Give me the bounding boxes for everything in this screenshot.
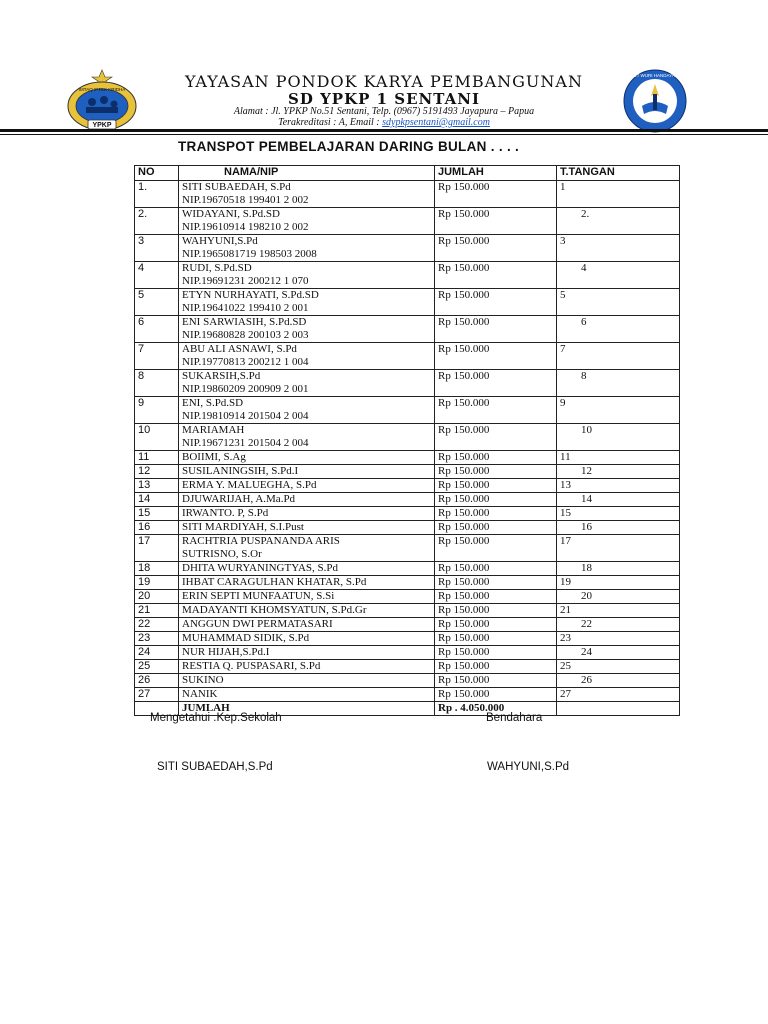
row-name: WIDAYANI, S.Pd.SD: [182, 208, 280, 220]
treasurer-name: WAHYUNI,S.Pd: [487, 761, 570, 773]
row-amount: Rp 150.000: [435, 674, 557, 688]
table-row: [135, 465, 680, 479]
row-name-cell: [179, 674, 435, 688]
row-name: RACHTRIA PUSPANANDA ARIS: [182, 535, 340, 547]
row-amount: Rp 150.000: [435, 507, 557, 521]
table-row: [135, 535, 680, 562]
row-signature[interactable]: 14: [557, 493, 680, 507]
header-signature: T.TANGAN: [557, 166, 680, 181]
table-row: [135, 397, 680, 424]
row-name: MARIAMAH: [182, 424, 245, 436]
row-signature[interactable]: 3: [557, 235, 680, 262]
row-nip: NIP.19670518 199401 2 002: [182, 194, 309, 206]
table-row: [135, 479, 680, 493]
row-name-cell: [179, 632, 435, 646]
header-rule-thick: [0, 129, 768, 132]
row-nip: NIP.1965081719 198503 2008: [182, 248, 317, 260]
row-signature[interactable]: 10: [557, 424, 680, 451]
row-signature[interactable]: 20: [557, 590, 680, 604]
table-row: [135, 451, 680, 465]
row-amount: Rp 150.000: [435, 465, 557, 479]
table-row: [135, 632, 680, 646]
row-amount: Rp 150.000: [435, 397, 557, 424]
row-amount: Rp 150.000: [435, 479, 557, 493]
row-name: IHBAT CARAGULHAN KHATAR, S.Pd: [182, 576, 367, 588]
row-amount: Rp 150.000: [435, 316, 557, 343]
row-no: 27: [135, 688, 179, 702]
table-row: [135, 424, 680, 451]
table-row: [135, 521, 680, 535]
row-name-cell: [179, 576, 435, 590]
table-row: [135, 590, 680, 604]
row-amount: Rp 150.000: [435, 235, 557, 262]
table-row: [135, 235, 680, 262]
row-amount: Rp 150.000: [435, 521, 557, 535]
row-amount: Rp 150.000: [435, 262, 557, 289]
row-signature[interactable]: 21: [557, 604, 680, 618]
row-no: 18: [135, 562, 179, 576]
row-no: 15: [135, 507, 179, 521]
row-name: BOIIMI, S.Ag: [182, 451, 246, 463]
row-name-cell: [179, 424, 435, 451]
accreditation-text: Terakreditasi : A, Email :: [278, 117, 383, 128]
tut-wuri-logo-text: TUT WURI HANDAYANI: [630, 73, 680, 78]
row-name: DHITA WURYANINGTYAS, S.Pd: [182, 562, 338, 574]
row-name: ETYN NURHAYATI, S.Pd.SD: [182, 289, 319, 301]
row-no: 22: [135, 618, 179, 632]
row-amount: Rp 150.000: [435, 688, 557, 702]
header-amount: JUMLAH: [435, 166, 557, 181]
row-signature[interactable]: 4: [557, 262, 680, 289]
row-nip: NIP.19641022 199410 2 001: [182, 302, 309, 314]
row-amount: Rp 150.000: [435, 424, 557, 451]
row-amount: Rp 150.000: [435, 493, 557, 507]
tut-wuri-handayani-logo: [622, 68, 688, 134]
table-row: [135, 493, 680, 507]
row-signature[interactable]: 16: [557, 521, 680, 535]
table-row: [135, 674, 680, 688]
row-nip: NIP.19691231 200212 1 070: [182, 275, 309, 287]
row-amount: Rp 150.000: [435, 343, 557, 370]
row-amount: Rp 150.000: [435, 604, 557, 618]
row-signature[interactable]: 15: [557, 507, 680, 521]
table-row: [135, 576, 680, 590]
row-name-cell: [179, 181, 435, 208]
row-name-cell: [179, 493, 435, 507]
table-row: [135, 181, 680, 208]
row-no: 20: [135, 590, 179, 604]
document-title: TRANSPOT PEMBELAJARAN DARING BULAN . . . .: [178, 139, 520, 154]
header-no: NO: [135, 166, 179, 181]
row-name: SUKARSIH,S.Pd: [182, 370, 261, 382]
row-nip: NIP.19610914 198210 2 002: [182, 221, 309, 233]
row-signature[interactable]: 5: [557, 289, 680, 316]
row-signature[interactable]: 8: [557, 370, 680, 397]
row-no: 17: [135, 535, 179, 562]
row-name: SITI MARDIYAH, S.I.Pust: [182, 521, 304, 533]
row-no: 26: [135, 674, 179, 688]
ypkp-logo: [64, 68, 140, 132]
row-signature[interactable]: 18: [557, 562, 680, 576]
row-name-cell: [179, 535, 435, 562]
transport-table: [134, 165, 680, 716]
row-name-cell: [179, 465, 435, 479]
row-signature[interactable]: 6: [557, 316, 680, 343]
row-no: 12: [135, 465, 179, 479]
row-signature[interactable]: 13: [557, 479, 680, 493]
header-rule-thin: [0, 134, 768, 135]
approver-role: Mengetahui .Kep.Sekolah: [150, 712, 282, 724]
row-name: SITI SUBAEDAH, S.Pd: [182, 181, 291, 193]
row-name-cell: [179, 289, 435, 316]
row-signature[interactable]: 27: [557, 688, 680, 702]
row-name: ERIN SEPTI MUNFAATUN, S.Si: [182, 590, 335, 602]
row-signature[interactable]: 17: [557, 535, 680, 562]
row-name: SUKINO: [182, 674, 224, 686]
row-name-cell: [179, 688, 435, 702]
email-link[interactable]: sdypkpsentani@gmail.com: [382, 117, 490, 128]
row-no: 14: [135, 493, 179, 507]
row-no: 7: [135, 343, 179, 370]
row-name: MADAYANTI KHOMSYATUN, S.Pd.Gr: [182, 604, 367, 616]
row-no: 1.: [135, 181, 179, 208]
row-name-cell: [179, 521, 435, 535]
row-no: 24: [135, 646, 179, 660]
accreditation-line: [150, 117, 618, 128]
table-row: [135, 646, 680, 660]
row-name-cell: [179, 208, 435, 235]
row-signature[interactable]: 2.: [557, 208, 680, 235]
total-sig-cell: [557, 702, 680, 716]
table-row: [135, 688, 680, 702]
total-label: JUMLAH: [179, 702, 435, 716]
table-row: [135, 262, 680, 289]
table-row: [135, 562, 680, 576]
row-name: SUSILANINGSIH, S.Pd.I: [182, 465, 299, 477]
row-signature[interactable]: 25: [557, 660, 680, 674]
row-amount: Rp 150.000: [435, 590, 557, 604]
row-name: ERMA Y. MALUEGHA, S.Pd: [182, 479, 317, 491]
row-name-cell: [179, 370, 435, 397]
row-name: ENI SARWIASIH, S.Pd.SD: [182, 316, 307, 328]
row-amount: Rp 150.000: [435, 208, 557, 235]
table-row: [135, 604, 680, 618]
table-row: [135, 507, 680, 521]
table-row: [135, 618, 680, 632]
row-signature[interactable]: 22: [557, 618, 680, 632]
row-name-cell: [179, 262, 435, 289]
table-row: [135, 208, 680, 235]
row-no: 2.: [135, 208, 179, 235]
row-name: RESTIA Q. PUSPASARI, S.Pd: [182, 660, 321, 672]
row-amount: Rp 150.000: [435, 535, 557, 562]
table-row: [135, 289, 680, 316]
row-amount: Rp 150.000: [435, 576, 557, 590]
row-amount: Rp 150.000: [435, 562, 557, 576]
row-nip: NIP.19680828 200103 2 003: [182, 329, 309, 341]
row-signature[interactable]: 24: [557, 646, 680, 660]
row-name: WAHYUNI,S.Pd: [182, 235, 258, 247]
row-name-cell: [179, 479, 435, 493]
row-signature[interactable]: 23: [557, 632, 680, 646]
row-amount: Rp 150.000: [435, 632, 557, 646]
row-name-cell: [179, 562, 435, 576]
row-signature[interactable]: 9: [557, 397, 680, 424]
row-nip: NIP.19770813 200212 1 004: [182, 356, 309, 368]
row-no: 19: [135, 576, 179, 590]
table-header-row: [135, 166, 680, 181]
row-nip: NIP.19860209 200909 2 001: [182, 383, 309, 395]
row-name: RUDI, S.Pd.SD: [182, 262, 252, 274]
row-amount: Rp 150.000: [435, 618, 557, 632]
letterhead: [0, 60, 768, 138]
row-no: 13: [135, 479, 179, 493]
row-name-cell: [179, 507, 435, 521]
table-row: [135, 343, 680, 370]
row-name: NUR HIJAH,S.Pd.I: [182, 646, 270, 658]
row-amount: Rp 150.000: [435, 646, 557, 660]
row-name-cell: [179, 660, 435, 674]
school-address: Alamat : Jl. YPKP No.51 Sentani, Telp. (0967) 5191493 Jayapura – Papua: [233, 106, 535, 117]
row-amount: Rp 150.000: [435, 289, 557, 316]
row-no: 9: [135, 397, 179, 424]
row-no: 21: [135, 604, 179, 618]
row-no: 23: [135, 632, 179, 646]
row-no: 8: [135, 370, 179, 397]
total-amount: Rp . 4.050.000: [435, 702, 557, 716]
row-nip: NIP.19810914 201504 2 004: [182, 410, 309, 422]
row-signature[interactable]: 19: [557, 576, 680, 590]
row-amount: Rp 150.000: [435, 660, 557, 674]
row-signature[interactable]: 12: [557, 465, 680, 479]
row-name-cell: [179, 618, 435, 632]
ypkp-logo-arc: IMTAQ IPTEK KRIDHA: [78, 87, 126, 92]
row-name: ENI, S.Pd.SD: [182, 397, 244, 409]
row-amount: Rp 150.000: [435, 451, 557, 465]
table-row: [135, 316, 680, 343]
school-name: SD YPKP 1 SENTANI: [288, 90, 480, 108]
row-signature[interactable]: 11: [557, 451, 680, 465]
row-no: 16: [135, 521, 179, 535]
ypkp-logo-text: YPKP: [92, 122, 112, 129]
row-name-cell: [179, 646, 435, 660]
row-no: 5: [135, 289, 179, 316]
row-name-cell: [179, 316, 435, 343]
row-no: 25: [135, 660, 179, 674]
table-row: [135, 660, 680, 674]
row-signature[interactable]: 7: [557, 343, 680, 370]
row-name-cell: [179, 397, 435, 424]
treasurer-role: Bendahara: [486, 712, 543, 724]
row-name-cell: [179, 590, 435, 604]
header-name: NAMA/NIP: [179, 166, 435, 181]
row-no: 10: [135, 424, 179, 451]
row-amount: Rp 150.000: [435, 370, 557, 397]
row-name: DJUWARIJAH, A.Ma.Pd: [182, 493, 296, 505]
row-name-cell: [179, 604, 435, 618]
row-name: MUHAMMAD SIDIK, S.Pd: [182, 632, 310, 644]
row-no: 3: [135, 235, 179, 262]
row-no: 11: [135, 451, 179, 465]
approver-name: SITI SUBAEDAH,S.Pd: [157, 761, 273, 773]
table-body: [135, 181, 680, 702]
org-name: YAYASAN PONDOK KARYA PEMBANGUNAN: [185, 72, 583, 91]
row-amount: Rp 150.000: [435, 181, 557, 208]
row-name-cell: [179, 235, 435, 262]
row-no: 6: [135, 316, 179, 343]
table-row: [135, 370, 680, 397]
row-nip: SUTRISNO, S.Or: [182, 548, 262, 560]
row-name: NANIK: [182, 688, 218, 700]
row-signature[interactable]: 1: [557, 181, 680, 208]
row-name: ABU ALI ASNAWI, S.Pd: [182, 343, 297, 355]
row-name: ANGGUN DWI PERMATASARI: [182, 618, 333, 630]
row-name-cell: [179, 451, 435, 465]
row-name: IRWANTO. P, S.Pd: [182, 507, 269, 519]
row-nip: NIP.19671231 201504 2 004: [182, 437, 309, 449]
row-no: 4: [135, 262, 179, 289]
row-name-cell: [179, 343, 435, 370]
row-signature[interactable]: 26: [557, 674, 680, 688]
